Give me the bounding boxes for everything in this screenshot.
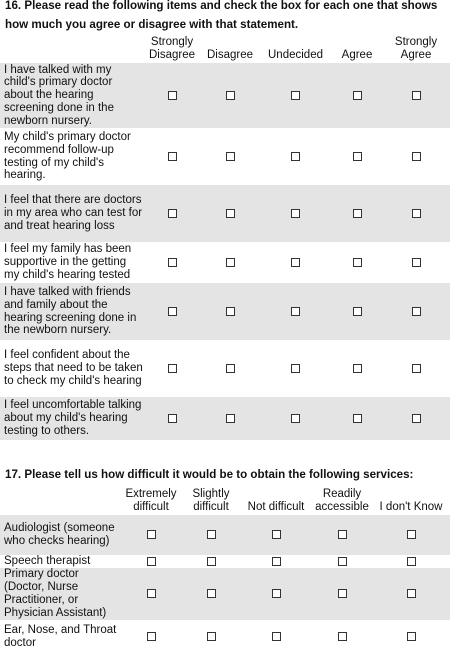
row-label: Speech therapist	[4, 555, 91, 568]
q16-row	[0, 283, 450, 340]
response-checkbox[interactable]	[147, 530, 156, 539]
col-dont-know: I don't Know	[379, 500, 443, 513]
question-16-title: 16. Please read the following items and check the box for each one that shows how much you agree or disagree with that statement.	[5, 0, 438, 31]
response-checkbox[interactable]	[226, 152, 235, 161]
response-checkbox[interactable]	[407, 589, 416, 598]
col-disagree: Disagree	[206, 48, 254, 61]
response-checkbox[interactable]	[226, 258, 235, 267]
checkbox-cell	[372, 515, 450, 555]
q16-row	[0, 397, 450, 440]
checkbox-cell	[143, 340, 201, 397]
checkbox-cell	[182, 515, 240, 555]
agreement-table	[0, 35, 450, 440]
checkbox-cell	[372, 620, 450, 654]
response-checkbox[interactable]	[291, 414, 300, 423]
checkbox-cell	[143, 63, 201, 128]
response-checkbox[interactable]	[168, 364, 177, 373]
response-checkbox[interactable]	[147, 632, 156, 641]
col-extremely-difficult: Extremely difficult	[125, 488, 177, 513]
response-checkbox[interactable]	[412, 364, 421, 373]
response-checkbox[interactable]	[412, 258, 421, 267]
checkbox-cell	[120, 620, 182, 654]
checkbox-cell	[201, 128, 259, 185]
checkbox-cell	[201, 242, 259, 283]
difficulty-table	[0, 488, 450, 654]
response-checkbox[interactable]	[168, 307, 177, 316]
checkbox-cell	[382, 340, 450, 397]
response-checkbox[interactable]	[168, 258, 177, 267]
checkbox-cell	[382, 63, 450, 128]
checkbox-cell	[240, 568, 312, 620]
checkbox-cell	[382, 128, 450, 185]
response-checkbox[interactable]	[226, 209, 235, 218]
response-checkbox[interactable]	[412, 307, 421, 316]
checkbox-cell	[382, 185, 450, 242]
difficulty-header-row	[0, 488, 450, 515]
checkbox-cell	[143, 242, 201, 283]
response-checkbox[interactable]	[207, 632, 216, 641]
checkbox-cell	[143, 397, 201, 440]
checkbox-cell	[182, 620, 240, 654]
checkbox-cell	[259, 397, 332, 440]
row-label: My child's primary doctor recommend follow-up testing of my child's hearing.	[4, 130, 131, 182]
checkbox-cell	[332, 340, 382, 397]
response-checkbox[interactable]	[412, 209, 421, 218]
response-checkbox[interactable]	[353, 258, 362, 267]
response-checkbox[interactable]	[226, 414, 235, 423]
response-checkbox[interactable]	[168, 91, 177, 100]
checkbox-cell	[240, 555, 312, 568]
response-checkbox[interactable]	[272, 557, 281, 566]
response-checkbox[interactable]	[226, 91, 235, 100]
checkbox-cell	[312, 515, 372, 555]
response-checkbox[interactable]	[291, 258, 300, 267]
checkbox-cell	[182, 555, 240, 568]
col-not-difficult: Not difficult	[247, 500, 305, 513]
checkbox-cell	[332, 397, 382, 440]
checkbox-cell	[372, 568, 450, 620]
checkbox-cell	[120, 515, 182, 555]
response-checkbox[interactable]	[353, 364, 362, 373]
response-checkbox[interactable]	[226, 307, 235, 316]
col-strongly-disagree: Strongly Disagree	[148, 36, 196, 61]
response-checkbox[interactable]	[147, 589, 156, 598]
response-checkbox[interactable]	[272, 589, 281, 598]
checkbox-cell	[312, 555, 372, 568]
agreement-header-row	[0, 35, 450, 63]
header-blank	[0, 35, 143, 63]
row-label: I feel that there are doctors in my area who can test for and treat hearing loss	[0, 185, 143, 242]
response-checkbox[interactable]	[168, 414, 177, 423]
row-label: Audiologist (someone who checks hearing)	[0, 515, 120, 555]
checkbox-cell	[259, 185, 332, 242]
checkbox-cell	[332, 63, 382, 128]
checkbox-cell	[332, 128, 382, 185]
checkbox-cell	[332, 242, 382, 283]
question-17-title: 17. Please tell us how difficult it would be to obtain the following services:	[5, 468, 414, 481]
row-label: I feel confident about the steps that need to be taken to check my child's hearing	[4, 349, 143, 387]
checkbox-cell	[240, 515, 312, 555]
row-label: Primary doctor (Doctor, Nurse Practitioner, or Physician Assistant)	[0, 568, 120, 620]
checkbox-cell	[372, 555, 450, 568]
checkbox-cell	[120, 568, 182, 620]
response-checkbox[interactable]	[291, 364, 300, 373]
q16-row	[0, 63, 450, 128]
response-checkbox[interactable]	[353, 209, 362, 218]
q16-row	[0, 242, 450, 283]
q17-row	[0, 620, 450, 654]
checkbox-cell	[201, 185, 259, 242]
response-checkbox[interactable]	[353, 91, 362, 100]
response-checkbox[interactable]	[291, 209, 300, 218]
col-slightly-difficult: Slightly difficult	[192, 488, 230, 513]
response-checkbox[interactable]	[338, 530, 347, 539]
checkbox-cell	[332, 283, 382, 340]
response-checkbox[interactable]	[412, 414, 421, 423]
response-checkbox[interactable]	[272, 632, 281, 641]
response-checkbox[interactable]	[207, 530, 216, 539]
checkbox-cell	[201, 397, 259, 440]
checkbox-cell	[259, 283, 332, 340]
col-strongly-agree: Strongly Agree	[394, 36, 438, 61]
response-checkbox[interactable]	[407, 557, 416, 566]
response-checkbox[interactable]	[353, 307, 362, 316]
checkbox-cell	[143, 128, 201, 185]
checkbox-cell	[382, 283, 450, 340]
row-label: I feel my family has been supportive in the getting my child's hearing tested	[4, 243, 132, 281]
response-checkbox[interactable]	[226, 364, 235, 373]
q16-row	[0, 128, 450, 185]
response-checkbox[interactable]	[338, 632, 347, 641]
checkbox-cell	[312, 568, 372, 620]
response-checkbox[interactable]	[338, 557, 347, 566]
checkbox-cell	[201, 283, 259, 340]
response-checkbox[interactable]	[407, 530, 416, 539]
q17-row	[0, 555, 450, 568]
q16-row	[0, 340, 450, 397]
col-readily-accessible: Readily accessible	[315, 488, 369, 513]
q17-row	[0, 515, 450, 555]
response-checkbox[interactable]	[353, 152, 362, 161]
checkbox-cell	[259, 242, 332, 283]
response-checkbox[interactable]	[168, 152, 177, 161]
checkbox-cell	[201, 63, 259, 128]
row-label: I feel uncomfortable talking about my child's hearing testing to others.	[0, 397, 143, 440]
row-label: I have talked with friends and family about the hearing screening done in the newborn nursery.	[0, 283, 143, 340]
response-checkbox[interactable]	[412, 91, 421, 100]
response-checkbox[interactable]	[147, 557, 156, 566]
q16-row	[0, 185, 450, 242]
checkbox-cell	[259, 128, 332, 185]
response-checkbox[interactable]	[207, 557, 216, 566]
response-checkbox[interactable]	[272, 530, 281, 539]
response-checkbox[interactable]	[291, 91, 300, 100]
checkbox-cell	[240, 620, 312, 654]
checkbox-cell	[182, 568, 240, 620]
response-checkbox[interactable]	[353, 414, 362, 423]
response-checkbox[interactable]	[412, 152, 421, 161]
checkbox-cell	[332, 185, 382, 242]
response-checkbox[interactable]	[291, 307, 300, 316]
checkbox-cell	[143, 283, 201, 340]
checkbox-cell	[382, 397, 450, 440]
row-label: Ear, Nose, and Throat doctor	[4, 624, 117, 649]
checkbox-cell	[312, 620, 372, 654]
header-blank	[0, 488, 120, 515]
response-checkbox[interactable]	[207, 589, 216, 598]
row-label: I have talked with my child's primary doctor about the hearing screening done in the newborn nursery.	[0, 63, 143, 128]
q17-row	[0, 568, 450, 620]
col-undecided: Undecided	[268, 48, 323, 61]
response-checkbox[interactable]	[338, 589, 347, 598]
checkbox-cell	[201, 340, 259, 397]
response-checkbox[interactable]	[168, 209, 177, 218]
checkbox-cell	[143, 185, 201, 242]
checkbox-cell	[259, 63, 332, 128]
response-checkbox[interactable]	[291, 152, 300, 161]
checkbox-cell	[259, 340, 332, 397]
checkbox-cell	[382, 242, 450, 283]
response-checkbox[interactable]	[407, 632, 416, 641]
col-agree: Agree	[341, 48, 373, 61]
checkbox-cell	[120, 555, 182, 568]
